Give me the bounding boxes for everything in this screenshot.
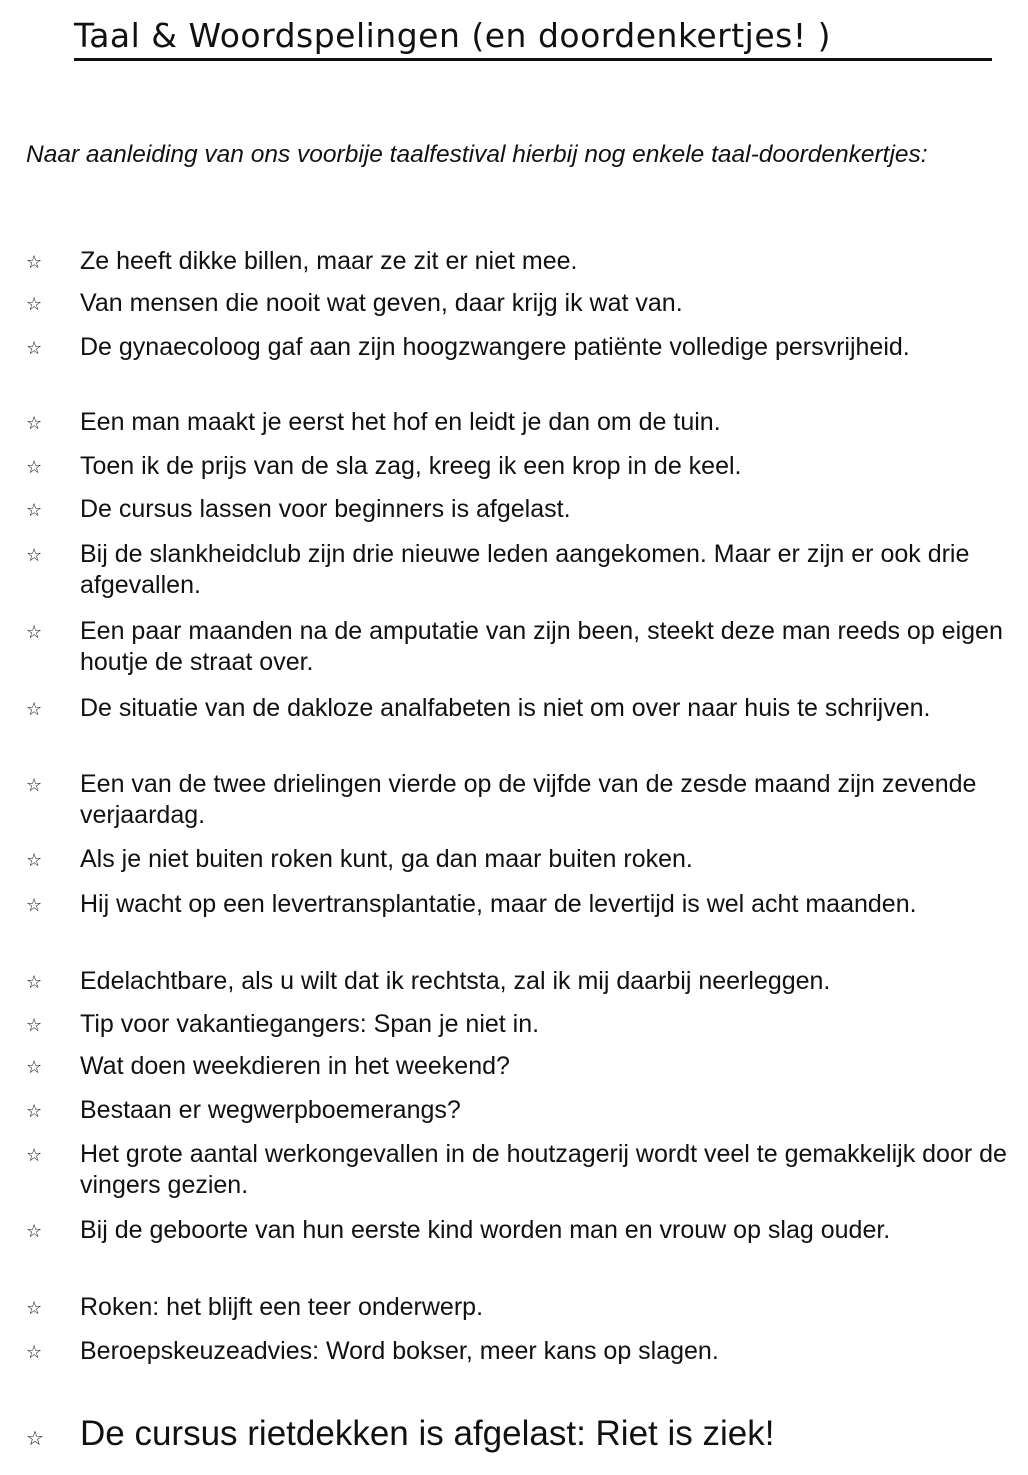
list-item — [26, 1336, 1021, 1368]
list-item-text: De cursus lassen voor beginners is afgelast. — [80, 495, 571, 523]
star-icon: ☆ — [26, 1015, 43, 1036]
list-item-text: Roken: het blijft een teer onderwerp. — [80, 1293, 484, 1321]
list-item-text: De gynaecoloog gaf aan zijn hoogzwangere patiënte volledige persvrijheid. — [80, 333, 910, 361]
list-item — [26, 693, 1021, 725]
star-icon: ☆ — [26, 895, 43, 916]
intro-paragraph: Naar aanleiding van ons voorbije taalfestival hierbij nog enkele taal-doordenkertjes: — [26, 141, 928, 168]
list-item-text: Tip voor vakantiegangers: Span je niet in. — [80, 1010, 540, 1038]
list-item-text: Een man maakt je eerst het hof en leidt je dan om de tuin. — [80, 408, 721, 436]
star-icon: ☆ — [26, 775, 43, 796]
list-item — [26, 1051, 1021, 1083]
list-item-text: Het grote aantal werkongevallen in de houtzagerij wordt veel te gemakkelijk door de vingers gezien. — [80, 1140, 1007, 1199]
list-item — [26, 1215, 1021, 1247]
list-item-text: Als je niet buiten roken kunt, ga dan maar buiten roken. — [80, 845, 693, 873]
list-item-text: Een van de twee drielingen vierde op de vijfde van de zesde maand zijn zevende verjaardag. — [80, 770, 977, 829]
list-item — [26, 1095, 1021, 1127]
star-icon: ☆ — [26, 1298, 43, 1319]
star-icon: ☆ — [26, 338, 43, 359]
list-item-text: Wat doen weekdieren in het weekend? — [80, 1052, 510, 1080]
list-item — [26, 1292, 1021, 1324]
list-item-text: De situatie van de dakloze analfabeten is niet om over naar huis te schrijven. — [80, 694, 931, 722]
list-item-text: Ze heeft dikke billen, maar ze zit er niet mee. — [80, 247, 578, 275]
list-item — [26, 844, 1021, 876]
star-icon: ☆ — [26, 1057, 43, 1078]
star-icon: ☆ — [26, 457, 43, 478]
star-icon: ☆ — [26, 622, 43, 643]
list-item-text: Een paar maanden na de amputatie van zijn been, steekt deze man reeds op eigen houtje de straat over. — [80, 617, 1003, 676]
star-icon: ☆ — [26, 294, 43, 315]
list-item — [26, 332, 1021, 364]
list-item — [26, 616, 1021, 678]
list-item-text: Bij de geboorte van hun eerste kind worden man en vrouw op slag ouder. — [80, 1216, 891, 1244]
list-item — [26, 966, 1021, 998]
star-icon: ☆ — [26, 500, 43, 521]
star-icon: ☆ — [26, 413, 43, 434]
list-item-text: Beroepskeuzeadvies: Word bokser, meer kans op slagen. — [80, 1337, 719, 1365]
list-item-text: Van mensen die nooit wat geven, daar krijg ik wat van. — [80, 289, 683, 317]
list-item — [26, 407, 1021, 439]
list-item — [26, 1009, 1021, 1041]
final-punchline — [26, 1412, 1021, 1460]
star-icon: ☆ — [26, 1426, 44, 1450]
list-item-text: Bestaan er wegwerpboemerangs? — [80, 1096, 461, 1124]
star-icon: ☆ — [26, 972, 43, 993]
list-item — [26, 889, 1021, 921]
page-title: Taal & Woordspelingen (en doordenkertjes! ) — [74, 16, 831, 55]
star-icon: ☆ — [26, 545, 43, 566]
star-icon: ☆ — [26, 699, 43, 720]
list-item — [26, 1139, 1021, 1201]
list-item-text: Bij de slankheidclub zijn drie nieuwe leden aangekomen. Maar er zijn er ook drie afgevallen. — [80, 540, 970, 599]
list-item — [26, 288, 1021, 320]
list-item — [26, 451, 1021, 483]
list-item-text: Hij wacht op een levertransplantatie, maar de levertijd is wel acht maanden. — [80, 890, 917, 918]
list-item — [26, 246, 1021, 278]
list-item-text: Edelachtbare, als u wilt dat ik rechtsta, zal ik mij daarbij neerleggen. — [80, 967, 831, 995]
star-icon: ☆ — [26, 1101, 43, 1122]
star-icon: ☆ — [26, 252, 43, 273]
star-icon: ☆ — [26, 1145, 43, 1166]
list-item — [26, 539, 1021, 601]
star-icon: ☆ — [26, 850, 43, 871]
list-item-text: Toen ik de prijs van de sla zag, kreeg ik een krop in de keel. — [80, 452, 742, 480]
title-underline — [74, 58, 992, 61]
star-icon: ☆ — [26, 1342, 43, 1363]
star-icon: ☆ — [26, 1221, 43, 1242]
list-item — [26, 769, 1021, 831]
final-punchline-text: De cursus rietdekken is afgelast: Riet is ziek! — [80, 1414, 775, 1453]
list-item — [26, 494, 1021, 526]
